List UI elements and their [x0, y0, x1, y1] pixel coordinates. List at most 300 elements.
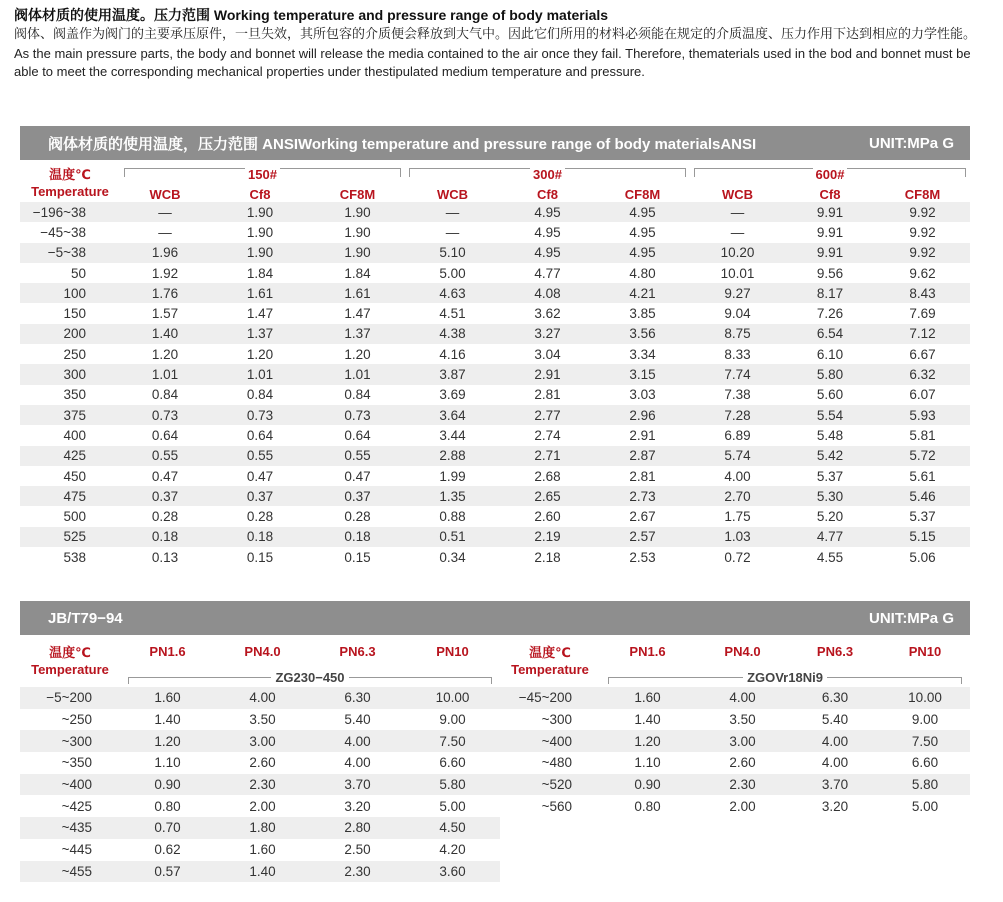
temperature-cell: −5~200	[20, 687, 120, 709]
intro-paragraph-en: As the main pressure parts, the body and bonnet will release the media contained to the air once they fail. Therefore, thematerials used in the bod and bonnet must be able to meet the corresponding mechanical properties under thestipulated medium temperature and pressure.	[14, 46, 971, 79]
temperature-cell: 100	[20, 283, 120, 303]
pressure-cell: 10.20	[690, 243, 785, 263]
ansi-table-row	[20, 506, 970, 526]
pressure-cell: 0.90	[120, 774, 215, 796]
pressure-cell: 7.50	[405, 730, 500, 752]
jb-left-material: ZG230−450	[120, 669, 500, 687]
pressure-cell: 5.80	[785, 364, 875, 384]
pressure-cell: 5.37	[909, 509, 936, 525]
pressure-cell: 2.30	[215, 774, 310, 796]
pressure-cell: 1.20	[246, 346, 274, 362]
pressure-cell: 5.54	[785, 405, 875, 425]
pressure-cell: 4.63	[405, 283, 500, 303]
ansi-table-row	[20, 547, 970, 567]
ansi-material-header: WCB	[149, 187, 181, 202]
ansi-table-row	[20, 385, 970, 405]
temperature-cell: 400	[63, 427, 86, 443]
pressure-cell: 5.72	[875, 446, 970, 466]
pressure-cell: 0.84	[344, 387, 371, 403]
temperature-cell: 425	[20, 446, 120, 466]
pressure-cell: 2.50	[344, 842, 371, 858]
pressure-cell: 0.37	[310, 486, 405, 506]
pressure-cell: 0.37	[210, 486, 310, 506]
pressure-cell: 1.90	[344, 224, 371, 240]
pressure-cell: 2.67	[629, 509, 656, 525]
jb-left-temp-cn: 温度℃	[49, 645, 91, 660]
pressure-cell: —	[120, 202, 210, 222]
pressure-cell: 3.62	[534, 306, 561, 322]
pressure-cell: 1.40	[215, 861, 310, 883]
pressure-cell: 1.92	[151, 265, 179, 281]
pressure-cell: 5.80	[880, 774, 970, 796]
jb-band-title: JB/T79−94	[48, 609, 123, 627]
pressure-cell: 1.40	[634, 712, 661, 728]
pressure-cell: 5.46	[875, 486, 970, 506]
ansi-table-row	[20, 527, 970, 547]
ansi-temp-en: Temperature	[31, 184, 109, 199]
ansi-temp-cn: 温度℃	[49, 167, 91, 182]
pressure-cell: 8.33	[724, 346, 751, 362]
ansi-table-row	[20, 425, 970, 445]
intro-paragraph-cn: 阀体、阀盖作为阀门的主要承压原件，一旦失效，其所包容的介质便会释放到大气中。因此它们所用的材料必须能在规定的介质温度、压力作用下达到相应的力学性能。	[14, 26, 977, 41]
pressure-cell: 9.91	[785, 243, 875, 263]
pressure-cell: 5.20	[816, 509, 844, 525]
temperature-cell: ~425	[61, 798, 92, 814]
pressure-cell: 3.87	[405, 364, 500, 384]
ansi-table-row	[20, 405, 970, 425]
pressure-cell: 1.60	[249, 842, 276, 858]
pressure-cell: 2.60	[534, 509, 561, 525]
pressure-cell: 0.47	[246, 468, 274, 484]
pressure-cell: 2.81	[534, 387, 561, 403]
temperature-cell: 500	[63, 509, 86, 525]
pressure-cell: 4.55	[816, 549, 844, 565]
pressure-cell: 3.20	[344, 798, 371, 814]
pressure-cell: 9.92	[875, 243, 970, 263]
pressure-cell: 1.40	[154, 712, 181, 728]
pressure-cell: 1.01	[210, 364, 310, 384]
pressure-cell: 2.71	[500, 446, 595, 466]
jb-right-temp-en: Temperature	[511, 662, 589, 677]
jb-right-material: ZGOVr18Ni9	[600, 669, 970, 687]
pressure-cell: 1.47	[344, 306, 371, 322]
pressure-cell: 5.06	[909, 549, 936, 565]
jb-right-pn-header: PN4.0	[724, 644, 761, 660]
pressure-cell: 8.43	[875, 283, 970, 303]
temperature-cell: ~300	[20, 730, 120, 752]
pressure-cell: 1.84	[246, 265, 274, 281]
pressure-cell: 1.90	[210, 202, 310, 222]
pressure-cell: 2.77	[500, 405, 595, 425]
pressure-cell: 1.03	[690, 527, 785, 547]
jb-material-row	[20, 669, 970, 687]
pressure-cell: 3.70	[790, 774, 880, 796]
pressure-cell	[790, 817, 880, 839]
jb-right-pn-header: PN6.3	[816, 644, 854, 660]
pressure-cell: 0.80	[154, 798, 181, 814]
pressure-cell: 0.51	[405, 527, 500, 547]
pressure-cell: 1.20	[344, 346, 371, 362]
ansi-material-header: WCB	[436, 187, 469, 202]
pressure-cell: 0.72	[724, 549, 751, 565]
pressure-cell: 0.13	[151, 549, 179, 565]
temperature-cell: ~250	[61, 712, 92, 728]
ansi-material-header: Cf8	[249, 187, 271, 202]
pressure-cell: 8.17	[785, 283, 875, 303]
pressure-cell: 1.01	[310, 364, 405, 384]
pressure-cell: 9.92	[875, 202, 970, 222]
pressure-cell: 1.47	[246, 306, 274, 322]
pressure-cell: 1.20	[151, 346, 179, 362]
pressure-cell: 2.65	[500, 486, 595, 506]
ansi-table-row	[20, 283, 970, 303]
pressure-cell: 6.60	[911, 755, 939, 771]
pressure-cell: 6.60	[439, 755, 466, 771]
ansi-band-title: 阀体材质的使用温度，压力范围 ANSIWorking temperature and pressure range of body materialsANSI	[48, 135, 757, 153]
pressure-cell: 3.34	[629, 346, 656, 362]
pressure-cell: 1.99	[439, 468, 466, 484]
pressure-cell: 8.75	[690, 324, 785, 344]
pressure-cell: 1.61	[310, 283, 405, 303]
pressure-cell: 5.40	[821, 712, 849, 728]
jb-table-row	[20, 861, 970, 883]
jb-table-row	[20, 730, 970, 752]
pressure-cell: 2.81	[629, 468, 656, 484]
pressure-cell: 4.00	[310, 730, 405, 752]
pressure-cell	[600, 839, 695, 861]
pressure-cell	[790, 839, 880, 861]
jb-left-pn-header: PN10	[436, 644, 469, 660]
pressure-cell: 7.26	[816, 306, 844, 322]
pressure-cell: 1.84	[344, 265, 371, 281]
ansi-class-300: 300#	[405, 160, 690, 182]
pressure-cell: 9.27	[690, 283, 785, 303]
pressure-cell: 3.15	[595, 364, 690, 384]
temperature-cell	[500, 817, 600, 839]
pressure-cell: 9.91	[785, 202, 875, 222]
jb-table	[20, 635, 970, 882]
pressure-cell: 2.91	[629, 427, 656, 443]
pressure-cell: 4.00	[695, 687, 790, 709]
pressure-cell: —	[158, 224, 172, 240]
pressure-cell: 1.90	[310, 202, 405, 222]
temperature-cell: −196~38	[20, 202, 120, 222]
pressure-cell: 5.15	[875, 527, 970, 547]
jb-left-temp-header	[20, 635, 120, 687]
pressure-cell: 2.91	[500, 364, 595, 384]
jb-left-pn-header: PN6.3	[339, 644, 376, 660]
pressure-cell: 0.28	[344, 509, 371, 525]
temperature-cell: 525	[20, 527, 120, 547]
pressure-cell: 5.48	[816, 427, 844, 443]
pressure-cell: 1.61	[210, 283, 310, 303]
temperature-cell: 50	[70, 265, 86, 281]
pressure-cell: 5.80	[405, 774, 500, 796]
pressure-cell	[880, 861, 970, 883]
temperature-cell: ~560	[541, 798, 572, 814]
pressure-cell: 4.00	[790, 730, 880, 752]
pressure-cell: 9.04	[724, 306, 751, 322]
pressure-cell: 1.90	[210, 243, 310, 263]
pressure-cell: 0.64	[151, 427, 179, 443]
pressure-cell: 0.15	[246, 549, 274, 565]
pressure-cell	[695, 817, 790, 839]
temperature-cell: −45~38	[40, 224, 86, 240]
temperature-cell: ~400	[500, 730, 600, 752]
pressure-cell: 1.80	[215, 817, 310, 839]
pressure-cell: 5.93	[875, 405, 970, 425]
pressure-cell: 0.73	[310, 405, 405, 425]
intro-section	[14, 6, 989, 81]
temperature-cell: 250	[63, 346, 86, 362]
jb-left-pn-header: PN1.6	[149, 644, 186, 660]
temperature-cell: ~300	[541, 712, 572, 728]
pressure-cell: 4.95	[500, 202, 595, 222]
pressure-cell: 6.30	[790, 687, 880, 709]
pressure-cell: 2.68	[534, 468, 561, 484]
temperature-cell	[500, 839, 600, 861]
pressure-cell: 3.50	[249, 712, 276, 728]
pressure-cell: 0.88	[439, 509, 466, 525]
pressure-cell: 2.88	[405, 446, 500, 466]
pressure-cell: 7.12	[875, 324, 970, 344]
pressure-cell: 7.28	[690, 405, 785, 425]
pressure-cell: 1.57	[151, 306, 179, 322]
jb-right-pn-header: PN10	[908, 644, 942, 660]
pressure-cell: —	[405, 202, 500, 222]
ansi-table-row	[20, 324, 970, 344]
jb-table-row	[20, 795, 970, 817]
pressure-cell: 4.51	[439, 306, 466, 322]
temperature-cell: 375	[20, 405, 120, 425]
pressure-cell	[790, 861, 880, 883]
pressure-cell: 0.55	[310, 446, 405, 466]
pressure-cell: 5.40	[344, 712, 371, 728]
pressure-cell: 6.54	[785, 324, 875, 344]
ansi-table-row	[20, 364, 970, 384]
jb-table-row	[20, 709, 970, 731]
pressure-cell: 3.27	[500, 324, 595, 344]
pressure-cell: 5.74	[690, 446, 785, 466]
pressure-cell: 0.34	[439, 549, 466, 565]
jb-pn-row	[20, 635, 970, 669]
pressure-cell: 0.90	[600, 774, 695, 796]
jb-table-row	[20, 687, 970, 709]
temperature-cell: ~400	[20, 774, 120, 796]
pressure-cell: 0.55	[210, 446, 310, 466]
pressure-cell: 4.00	[344, 755, 371, 771]
pressure-cell: 1.96	[120, 243, 210, 263]
pressure-cell: 1.20	[600, 730, 695, 752]
jb-left-pn-header: PN4.0	[244, 644, 281, 660]
pressure-cell: 3.85	[629, 306, 656, 322]
pressure-cell: 1.10	[634, 755, 661, 771]
pressure-cell: 0.47	[344, 468, 371, 484]
jb-header-band	[20, 601, 970, 635]
pressure-cell: 2.73	[595, 486, 690, 506]
ansi-material-header: CF8M	[624, 187, 661, 202]
temperature-cell: ~435	[20, 817, 120, 839]
pressure-cell: 5.42	[785, 446, 875, 466]
pressure-cell: 1.76	[120, 283, 210, 303]
pressure-cell: 1.37	[210, 324, 310, 344]
pressure-cell: 3.00	[215, 730, 310, 752]
pressure-cell: 5.00	[911, 798, 939, 814]
temperature-cell: 150	[63, 306, 86, 322]
jb-unit-label: UNIT:MPa G	[868, 609, 954, 627]
pressure-cell: 2.60	[729, 755, 756, 771]
temperature-cell: ~350	[61, 755, 92, 771]
pressure-cell: —	[730, 224, 745, 240]
pressure-cell: 0.15	[344, 549, 371, 565]
pressure-cell: 1.90	[310, 243, 405, 263]
pressure-cell: 2.53	[629, 549, 656, 565]
pressure-cell: 5.61	[909, 468, 936, 484]
ansi-temp-header	[20, 160, 120, 202]
pressure-cell: 0.64	[246, 427, 274, 443]
pressure-cell: 10.00	[880, 687, 970, 709]
pressure-cell	[600, 861, 695, 883]
pressure-cell	[880, 839, 970, 861]
pressure-cell: 6.67	[909, 346, 936, 362]
pressure-cell: 5.10	[405, 243, 500, 263]
ansi-material-header: CF8M	[904, 187, 941, 202]
pressure-cell: 2.60	[249, 755, 276, 771]
pressure-cell: 4.95	[629, 224, 656, 240]
pressure-cell: —	[690, 202, 785, 222]
temperature-cell: 300	[20, 364, 120, 384]
pressure-cell: 0.64	[344, 427, 371, 443]
temperature-cell	[500, 861, 600, 883]
pressure-cell: 1.20	[120, 730, 215, 752]
pressure-cell: 2.87	[595, 446, 690, 466]
jb-right-temp-header	[500, 635, 600, 687]
pressure-cell: 5.00	[439, 798, 466, 814]
ansi-material-header: Cf8	[537, 187, 558, 202]
pressure-cell: 1.40	[120, 324, 210, 344]
pressure-cell: 4.16	[439, 346, 466, 362]
pressure-cell: 2.74	[534, 427, 561, 443]
pressure-cell: 3.56	[595, 324, 690, 344]
jb-left-temp-en: Temperature	[31, 662, 109, 677]
temperature-cell: ~445	[61, 842, 92, 858]
pressure-cell: 3.20	[821, 798, 849, 814]
pressure-cell: 3.04	[534, 346, 561, 362]
ansi-table	[20, 160, 970, 567]
pressure-cell: 0.84	[246, 387, 274, 403]
pressure-cell: 6.32	[875, 364, 970, 384]
pressure-cell: 0.55	[120, 446, 210, 466]
pressure-cell	[695, 839, 790, 861]
jb-table-row	[20, 817, 970, 839]
pressure-cell: 4.77	[534, 265, 561, 281]
pressure-cell: 4.77	[785, 527, 875, 547]
temperature-cell: 538	[63, 549, 86, 565]
ansi-header-band	[20, 126, 970, 160]
pressure-cell: 0.18	[120, 527, 210, 547]
pressure-cell: 4.80	[629, 265, 656, 281]
pressure-cell: 3.50	[729, 712, 756, 728]
pressure-cell: 2.30	[310, 861, 405, 883]
pressure-cell: 5.81	[909, 427, 936, 443]
pressure-cell: 3.69	[439, 387, 466, 403]
pressure-cell: 3.64	[405, 405, 500, 425]
temperature-cell: 200	[20, 324, 120, 344]
pressure-cell: 9.56	[816, 265, 844, 281]
pressure-cell	[880, 817, 970, 839]
pressure-cell: 1.60	[120, 687, 215, 709]
pressure-cell: 0.57	[120, 861, 215, 883]
pressure-cell: 0.73	[120, 405, 210, 425]
pressure-cell	[600, 817, 695, 839]
pressure-cell: 9.62	[909, 265, 936, 281]
pressure-cell: 2.18	[534, 549, 561, 565]
pressure-cell: 1.75	[724, 509, 751, 525]
jb-section	[20, 601, 970, 882]
ansi-table-body	[20, 202, 970, 567]
ansi-table-row	[20, 486, 970, 506]
pressure-cell: 6.10	[816, 346, 844, 362]
pressure-cell: 5.60	[816, 387, 844, 403]
pressure-cell: —	[445, 224, 460, 240]
pressure-cell: 4.21	[595, 283, 690, 303]
jb-table-row	[20, 752, 970, 774]
pressure-cell: 4.95	[500, 243, 595, 263]
pressure-cell: 2.80	[310, 817, 405, 839]
ansi-table-row	[20, 222, 970, 242]
pressure-cell: 6.30	[310, 687, 405, 709]
pressure-cell: 7.69	[909, 306, 936, 322]
pressure-cell: 4.95	[595, 202, 690, 222]
pressure-cell: 7.74	[690, 364, 785, 384]
pressure-cell: 7.38	[724, 387, 751, 403]
pressure-cell: 0.62	[154, 842, 181, 858]
jb-table-row	[20, 839, 970, 861]
pressure-cell: 3.03	[629, 387, 656, 403]
pressure-cell: 9.92	[909, 224, 936, 240]
pressure-cell: 1.35	[405, 486, 500, 506]
ansi-class-600: 600#	[690, 160, 970, 182]
temperature-cell: 475	[20, 486, 120, 506]
pressure-cell: 1.10	[154, 755, 181, 771]
pressure-cell: 4.00	[821, 755, 849, 771]
pressure-cell: 1.60	[600, 687, 695, 709]
ansi-table-row	[20, 303, 970, 323]
pressure-cell: 1.90	[246, 224, 274, 240]
pressure-cell: 0.70	[120, 817, 215, 839]
jb-table-body	[20, 687, 970, 882]
temperature-cell: 450	[63, 468, 86, 484]
pressure-cell: 0.18	[210, 527, 310, 547]
pressure-cell: 3.70	[310, 774, 405, 796]
pressure-cell: 6.89	[724, 427, 751, 443]
ansi-table-row	[20, 202, 970, 222]
jb-table-row	[20, 774, 970, 796]
pressure-cell: 0.28	[246, 509, 274, 525]
pressure-cell: 4.20	[439, 842, 466, 858]
pressure-cell: 2.00	[249, 798, 276, 814]
pressure-cell: 5.37	[816, 468, 844, 484]
pressure-cell: 5.30	[785, 486, 875, 506]
ansi-table-row	[20, 466, 970, 486]
temperature-cell: ~480	[541, 755, 572, 771]
pressure-cell: 1.01	[120, 364, 210, 384]
pressure-cell: 4.38	[405, 324, 500, 344]
pressure-cell: 4.00	[215, 687, 310, 709]
pressure-cell: 0.47	[151, 468, 179, 484]
pressure-cell: 1.37	[310, 324, 405, 344]
ansi-material-row	[20, 182, 970, 202]
